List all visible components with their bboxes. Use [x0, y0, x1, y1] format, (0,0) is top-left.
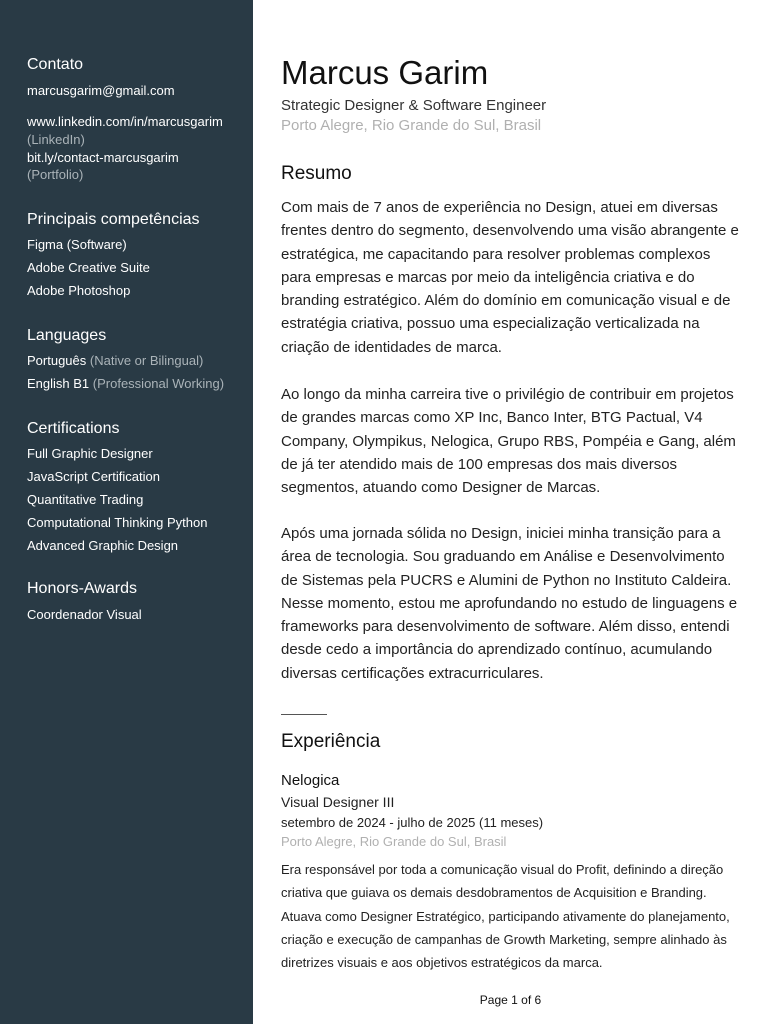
linkedin-label: (LinkedIn) [27, 132, 85, 147]
experience-company: Nelogica [281, 772, 340, 789]
email-link[interactable]: marcusgarim@gmail.com [27, 83, 175, 98]
experience-location: Porto Alegre, Rio Grande do Sul, Brasil [281, 834, 507, 849]
profile-location: Porto Alegre, Rio Grande do Sul, Brasil [281, 117, 542, 134]
certification-item: Full Graphic Designer [27, 446, 153, 461]
languages-title: Languages [27, 327, 107, 344]
linkedin-link[interactable]: www.linkedin.com/in/marcusgarim [27, 114, 223, 129]
language-level: (Native or Bilingual) [89, 353, 204, 368]
portfolio-link[interactable]: bit.ly/contact-marcusgarim [27, 150, 179, 165]
certification-item: Quantitative Trading [27, 492, 144, 507]
skill-item: Adobe Photoshop [27, 283, 131, 298]
experience-role: Visual Designer III [281, 794, 395, 810]
certification-item: Advanced Graphic Design [27, 538, 179, 553]
summary-paragraph: Após uma jornada sólida no Design, iniciei minha transição para a área de tecnologia. Sou graduando em Análise e Desenvolvimento de Sistemas pela PUCRS e Alumini de Python no Instituto Caldeira. Nesse momento, estou me aprofundando no estudo de linguagens e frameworks para desenvolvimento de software. Além disso, entendi desde cedo a importância do aprendizado contínuo, acumulando diversas certificações extracurriculares. [281, 525, 738, 682]
language-item [27, 376, 224, 391]
summary-title: Resumo [281, 163, 352, 184]
skills-section [27, 210, 247, 298]
profile-name: Marcus Garim [281, 54, 489, 91]
languages-section [27, 326, 247, 391]
profile-headline: Strategic Designer & Software Engineer [281, 97, 547, 114]
experience-title: Experiência [281, 731, 381, 752]
certification-item: JavaScript Certification [27, 469, 160, 484]
language-name: Português [27, 353, 87, 368]
skill-item: Adobe Creative Suite [27, 260, 150, 275]
section-divider [281, 714, 327, 715]
honors-title: Honors-Awards [27, 580, 137, 597]
sidebar [0, 0, 253, 1024]
portfolio-label: (Portfolio) [27, 167, 84, 182]
skills-title: Principais competências [27, 211, 200, 228]
contact-title: Contato [27, 56, 84, 73]
honors-section [27, 579, 247, 622]
experience-description: Era responsável por toda a comunicação visual do Profit, definindo a direção criativa que guiava os demais desdobramentos de Acquisition e Branding. Atuava como Designer Estratégico, participando ativamente do planejamento, criação e execução de campanhas de Growth Marketing, sempre alinhado às diretrizes visuais e aos objetivos estratégicos da marca. [281, 862, 730, 971]
summary-paragraph: Com mais de 7 anos de experiência no Design, atuei em diversas frentes dentro do segmento, desenvolvendo uma visão abrangente e estratégica, me capacitando para resolver problemas complexos para empresas e marcas por meio da inteligência criativa e do branding estratégico. Além do domínio em comunicação visual e de estratégia criativa, possuo uma especialização verticalizada na criação de identidades de marca. [281, 199, 739, 356]
certifications-title: Certifications [27, 420, 120, 437]
contact-section [27, 55, 247, 182]
language-level: (Professional Working) [92, 376, 225, 391]
skill-item: Figma (Software) [27, 237, 127, 252]
certifications-section [27, 419, 247, 553]
honor-item: Coordenador Visual [27, 607, 142, 622]
summary-paragraph: Ao longo da minha carreira tive o privilégio de contribuir em projetos de grandes marcas como XP Inc, Banco Inter, BTG Pactual, V4 Company, Olympikus, Nelogica, Grupo RBS, Pompéia e Gang, além de já ter atendido mais de 100 empresas dos mais diversos segmentos, atuando como Designer de Marcas. [281, 386, 736, 497]
language-name: English B1 [27, 376, 90, 391]
experience-dates: setembro de 2024 - julho de 2025 (11 meses) [281, 815, 544, 830]
language-item [27, 353, 203, 368]
certification-item: Computational Thinking Python [27, 515, 208, 530]
page-number: Page 1 of 6 [479, 993, 542, 1007]
